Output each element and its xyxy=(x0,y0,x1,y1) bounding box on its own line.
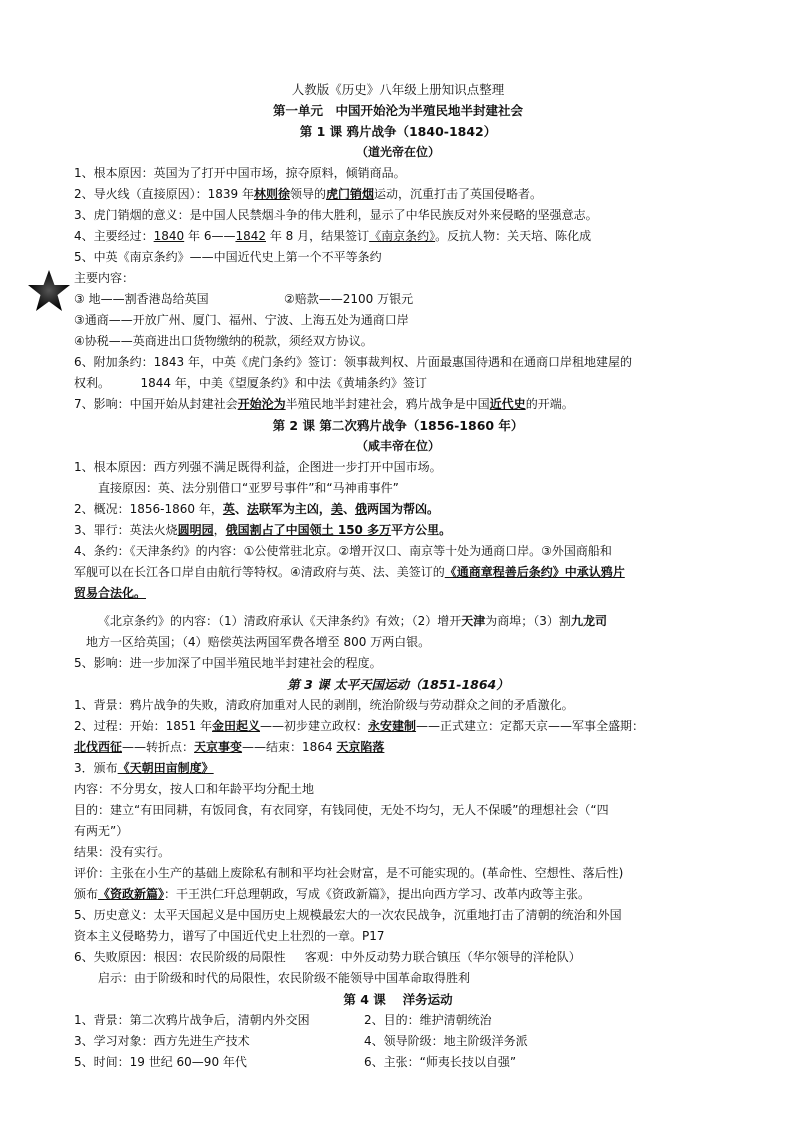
lesson4-line3 xyxy=(74,1031,722,1052)
keyword: 《资政新篇》 xyxy=(98,887,165,901)
lesson1-emperor: （道光帝在位） xyxy=(355,145,440,159)
lesson1-line3: 3、虎门销烟的意义：是中国人民禁烟斗争的伟大胜利，显示了中华民族反对外来侵略的坚强意志。 xyxy=(74,208,598,222)
content-item-1 xyxy=(74,289,722,310)
keyword: 1840 xyxy=(153,229,185,243)
lesson2-title: 第 2 课 第二次鸦片战争（1856-1860 年） xyxy=(272,418,524,433)
lesson3-line6b: 启示：由于阶级和时代的局限性，农民阶级不能领导中国革命取得胜利 xyxy=(98,971,471,985)
lesson2-line5: 5、影响：进一步加深了中国半殖民地半封建社会的程度。 xyxy=(74,656,382,670)
lesson3-line5b: 资本主义侵略势力，谱写了中国近代史上壮烈的一章。P17 xyxy=(74,929,385,943)
content-item-3: ③通商——开放广州、厦门、福州、宁波、上海五处为通商口岸 xyxy=(74,313,409,327)
keyword: 《天朝田亩制度》 xyxy=(117,761,214,775)
text: 《北京条约》的内容：（1）清政府承认《天津条约》有效；（2）增开 xyxy=(98,614,462,628)
lesson3-line3g: 评价：主张在小生产的基础上废除私有制和平均社会财富，是不可能实现的。(革命性、空想性、落后性) xyxy=(74,866,624,880)
lesson4-title: 第 4 课 洋务运动 xyxy=(343,992,453,1007)
keyword: 《南京条约》 xyxy=(369,229,436,243)
text: ：干王洪仁玕总理朝政，写成《资政新篇》，提出向西方学习、改革内政等主张。 xyxy=(164,887,591,901)
text: ——转折点： xyxy=(122,740,195,754)
lesson3-line3 xyxy=(74,758,722,779)
text: 联军为主凶， xyxy=(258,502,331,516)
keyword: 天京陷落 xyxy=(336,740,385,754)
keyword: 圆明园 xyxy=(177,523,214,537)
text: 颁布 xyxy=(74,887,99,901)
lesson1-line1: 1、根本原因：英国为了打开中国市场，掠夺原料，倾销商品。 xyxy=(74,166,406,180)
text: 7、影响：中国开始从封建社会 xyxy=(74,397,238,411)
text: ③ 地——割香港岛给英国 xyxy=(74,292,209,306)
text: ——结束：1864 xyxy=(242,740,337,754)
content-item-4: ④协税——英商进出口货物缴纳的税款，须经双方协议。 xyxy=(74,334,373,348)
text: 5、时间：19 世纪 60—90 年代 xyxy=(74,1055,247,1069)
lesson1-line7 xyxy=(74,394,722,415)
lesson3-line3e: 有两无”） xyxy=(74,824,129,838)
lesson3-line3c: 内容：不分男女，按人口和年龄平均分配土地 xyxy=(74,782,315,796)
lesson3-line4 xyxy=(74,884,722,905)
keyword: 法 xyxy=(246,502,259,516)
text: 、 xyxy=(342,502,355,516)
keyword: 永安建制 xyxy=(368,719,417,733)
text: 运动，沉重打击了英国侵略者。 xyxy=(374,187,543,201)
lesson3-title: 第 3 课 太平天国运动（1851-1864） xyxy=(287,677,509,692)
text: 年 8 月，结果签订 xyxy=(266,229,370,243)
lesson1-line6a: 6、附加条约：1843 年，中英《虎门条约》签订：领事裁判权、片面最惠国待遇和在通商口岸租地建屋的 xyxy=(74,355,632,369)
document-body xyxy=(74,79,722,1073)
lesson3-line2 xyxy=(74,716,722,737)
lesson2-line4b xyxy=(74,562,722,583)
text: 2、过程：开始：1851 年 xyxy=(74,719,212,733)
text: 3、学习对象：西方先进生产技术 xyxy=(74,1034,250,1048)
lesson2-line3 xyxy=(74,520,722,541)
text: 4、主要经过： xyxy=(74,229,154,243)
main-content-label: 主要内容： xyxy=(74,271,135,285)
lesson1-title: 第 1 课 鸦片战争（1840-1842） xyxy=(299,124,497,139)
text: ——正式建立：定都天京——军事全盛期： xyxy=(416,719,645,733)
lesson1-line2 xyxy=(74,184,722,205)
lesson2-line2 xyxy=(74,499,722,520)
text: 2、导火线（直接原因）：1839 年 xyxy=(74,187,254,201)
text: 年 6—— xyxy=(184,229,236,243)
lesson3-line5a: 5、历史意义：太平天国起义是中国历史上规模最宏大的一次农民战争，沉重地打击了清朝的统治和外国 xyxy=(74,908,622,922)
keyword: 天京事变 xyxy=(194,740,243,754)
text: 4、领导阶级：地主阶级洋务派 xyxy=(364,1034,528,1048)
keyword: 金田起义 xyxy=(212,719,261,733)
text: ——初步建立政权： xyxy=(260,719,369,733)
lesson3-line2b xyxy=(74,737,722,758)
text: 军舰可以在长江各口岸自由航行等特权。④清政府与英、法、美签订的 xyxy=(74,565,445,579)
text: 3、罪行：英法火烧 xyxy=(74,523,178,537)
lesson3-line1: 1、背景：鸦片战争的失败，清政府加重对人民的剥削，统治阶级与劳动群众之间的矛盾激化。 xyxy=(74,698,574,712)
lesson1-line5: 5、中英《南京条约》——中国近代史上第一个不平等条约 xyxy=(74,250,382,264)
text: 为商埠；（3）割 xyxy=(485,614,571,628)
text: ②赔款——2100 万银元 xyxy=(284,292,414,306)
lesson4-line5 xyxy=(74,1052,722,1073)
text: 平方公里。 xyxy=(391,523,452,537)
lesson1-line6b: 权利。 1844 年，中美《望厦条约》和中法《黄埔条约》签订 xyxy=(74,376,427,390)
text: 2、目的：维护清朝统治 xyxy=(364,1013,492,1027)
lesson3-line3d: 目的：建立“有田同耕，有饭同食，有衣同穿，有钱同使，无处不均匀，无人不保暖”的理想社会（“四 xyxy=(74,803,609,817)
lesson2-emperor: （咸丰帝在位） xyxy=(355,439,440,453)
text: 。反抗人物：关天培、陈化成 xyxy=(435,229,592,243)
keyword: 九龙司 xyxy=(570,614,607,628)
doc-title: 人教版《历史》八年级上册知识点整理 xyxy=(291,82,505,97)
unit-title: 第一单元 中国开始沦为半殖民地半封建社会 xyxy=(272,103,523,118)
lesson2-line4a: 4、条约：《天津条约》的内容：①公使常驻北京。②增开汉口、南京等十处为通商口岸。③外国商船和 xyxy=(74,544,612,558)
text: 2、概况：1856-1860 年， xyxy=(74,502,223,516)
keyword: 林则徐 xyxy=(254,187,291,201)
keyword: 近代史 xyxy=(489,397,526,411)
keyword: 俄国割占了中国领土 150 多万 xyxy=(225,523,392,537)
lesson3-line3f: 结果：没有实行。 xyxy=(74,845,171,859)
keyword: 1842 xyxy=(235,229,266,243)
keyword: 虎门销烟 xyxy=(326,187,375,201)
keyword: 俄 xyxy=(354,502,367,516)
keyword: 《通商章程善后条约》中承认鸦片 xyxy=(444,565,625,579)
lesson2-line1b: 直接原因：英、法分别借口“亚罗号事件”和“马神甫事件” xyxy=(98,481,399,495)
keyword: 开始沦为 xyxy=(237,397,286,411)
text: 3．颁布 xyxy=(74,761,118,775)
lesson2-line4c: 贸易合法化。 xyxy=(74,586,147,600)
lesson2-line4e: 地方一区给英国；（4）赔偿英法两国军费各增至 800 万两白银。 xyxy=(86,635,431,649)
keyword: 天津 xyxy=(461,614,486,628)
text: 1、背景：第二次鸦片战争后，清朝内外交困 xyxy=(74,1013,310,1027)
text: ， xyxy=(213,523,226,537)
text: 、 xyxy=(234,502,247,516)
keyword: 英 xyxy=(222,502,235,516)
lesson1-line4 xyxy=(74,226,722,247)
lesson3-line6: 6、失败原因：根因：农民阶级的局限性 客观：中外反动势力联合镇压（华尔领导的洋枪队） xyxy=(74,950,581,964)
text: 领导的 xyxy=(290,187,327,201)
text: 两国为帮凶。 xyxy=(366,502,439,516)
lesson2-line4d xyxy=(74,611,722,632)
star-icon xyxy=(26,268,72,314)
text: 半殖民地半封建社会，鸦片战争是中国 xyxy=(285,397,490,411)
lesson4-line1 xyxy=(74,1010,722,1031)
keyword: 北伐西征 xyxy=(74,740,123,754)
keyword: 美 xyxy=(330,502,343,516)
text: 6、主张：“师夷长技以自强” xyxy=(364,1055,517,1069)
lesson2-line1: 1、根本原因：西方列强不满足既得利益，企图进一步打开中国市场。 xyxy=(74,460,442,474)
text: 的开端。 xyxy=(525,397,574,411)
